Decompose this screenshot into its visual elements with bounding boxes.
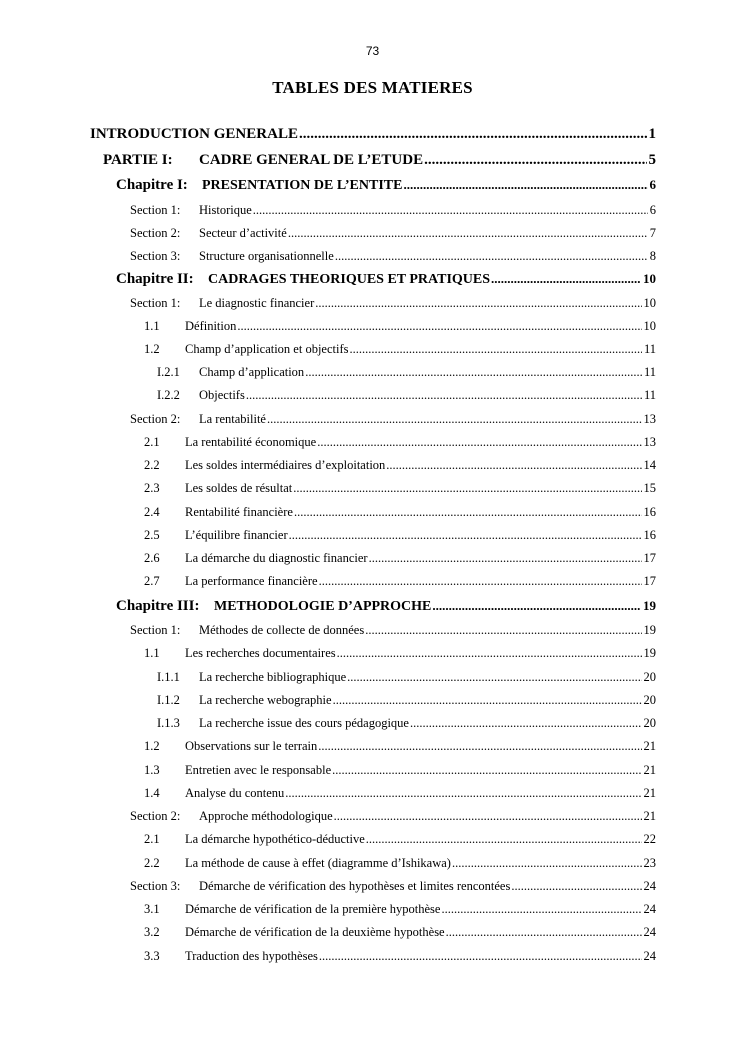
toc-entry-number: 3.3 <box>144 949 160 963</box>
toc-entry-section[interactable] <box>130 203 656 218</box>
toc-entry-text: PRESENTATION DE L’ENTITE <box>202 178 403 193</box>
toc-leader-dots <box>432 598 641 614</box>
toc-entry-number: PARTIE I: <box>103 152 173 168</box>
toc-entry-page: 21 <box>643 809 656 823</box>
toc-entry-number: Chapitre I: <box>116 177 188 193</box>
toc-entry-page: 17 <box>643 574 656 588</box>
toc-entry-text: La recherche bibliographique <box>199 670 347 684</box>
toc-entry-subsection[interactable] <box>144 435 656 450</box>
toc-entry-subsection[interactable] <box>144 856 656 871</box>
toc-entry-number: 1.1 <box>144 319 160 333</box>
toc-entry-page: 8 <box>649 249 656 263</box>
toc-entry-page: 1 <box>648 126 656 142</box>
toc-entry-section[interactable] <box>130 249 656 264</box>
toc-entry-text: Démarche de vérification des hypothèses et limites rencontées <box>199 879 511 893</box>
toc-entry-text: La rentabilité <box>199 412 266 426</box>
page-title: TABLES DES MATIERES <box>272 78 473 97</box>
toc-leader-dots <box>332 763 641 778</box>
toc-entry-number: I.1.1 <box>157 670 180 684</box>
toc-entry-text: Champ d’application <box>199 365 305 379</box>
toc-entry-page: 16 <box>643 528 656 542</box>
toc-leader-dots <box>441 902 641 917</box>
toc-leader-dots <box>410 716 642 731</box>
toc-entry-page: 19 <box>643 646 656 660</box>
toc-entry-text: Méthodes de collecte de données <box>199 623 365 637</box>
toc-entry-introduction[interactable] <box>90 126 656 143</box>
toc-leader-dots <box>337 646 642 661</box>
toc-leader-dots <box>253 203 648 218</box>
toc-entry-page: 24 <box>643 902 656 916</box>
toc-leader-dots <box>334 809 642 824</box>
toc-leader-dots <box>491 271 641 287</box>
toc-leader-dots <box>289 528 642 543</box>
toc-entry-number: 2.2 <box>144 856 160 870</box>
toc-entry-number: 3.2 <box>144 925 160 939</box>
toc-entry-chapter[interactable] <box>116 598 656 615</box>
toc-entry-text: La recherche issue des cours pédagogique <box>199 716 409 730</box>
toc-entry-text: Analyse du contenu <box>185 786 285 800</box>
toc-entry-number: Section 2: <box>130 412 181 426</box>
toc-entry-subsubsection[interactable] <box>157 670 656 685</box>
toc-entry-subsection[interactable] <box>144 763 656 778</box>
toc-leader-dots <box>315 296 641 311</box>
toc-leader-dots <box>511 879 641 894</box>
toc-leader-dots <box>366 832 642 847</box>
toc-entry-number: 2.1 <box>144 435 160 449</box>
toc-entry-page: 13 <box>643 412 656 426</box>
toc-entry-number: Section 2: <box>130 809 181 823</box>
toc-entry-number: 2.7 <box>144 574 160 588</box>
toc-entry-section[interactable] <box>130 226 656 241</box>
toc-entry-subsection[interactable] <box>144 458 656 473</box>
toc-entry-page: 17 <box>643 551 656 565</box>
toc-entry-section[interactable] <box>130 296 656 311</box>
toc-entry-page: 14 <box>643 458 656 472</box>
toc-entry-text: Champ d’application et objectifs <box>185 342 349 356</box>
toc-leader-dots <box>452 856 642 871</box>
toc-leader-dots <box>293 481 641 496</box>
toc-entry-page: 10 <box>643 296 656 310</box>
toc-entry-subsubsection[interactable] <box>157 693 656 708</box>
toc-entry-page: 21 <box>643 739 656 753</box>
toc-entry-page: 16 <box>643 505 656 519</box>
toc-entry-page: 22 <box>643 832 656 846</box>
toc-entry-text: Secteur d’activité <box>199 226 287 240</box>
toc-entry-page: 10 <box>643 319 656 333</box>
toc-leader-dots <box>369 551 642 566</box>
toc-entry-number: 1.2 <box>144 342 160 356</box>
toc-entry-subsubsection[interactable] <box>157 716 656 731</box>
toc-entry-subsection[interactable] <box>144 551 656 566</box>
toc-entry-text: Démarche de vérification de la deuxième hypothèse <box>185 925 445 939</box>
toc-leader-dots <box>403 177 647 193</box>
toc-entry-text: CADRAGES THEORIQUES ET PRATIQUES <box>208 272 491 287</box>
toc-entry-section[interactable] <box>130 623 656 638</box>
toc-entry-page: 20 <box>643 716 656 730</box>
toc-leader-dots <box>305 365 642 380</box>
toc-leader-dots <box>294 505 642 520</box>
toc-entry-number: 1.2 <box>144 739 160 753</box>
toc-entry-page: 20 <box>643 670 656 684</box>
toc-entry-number: Section 1: <box>130 203 181 217</box>
toc-entry-page: 11 <box>643 365 656 379</box>
toc-leader-dots <box>335 249 648 264</box>
toc-entry-number: 3.1 <box>144 902 160 916</box>
toc-entry-page: 6 <box>649 177 656 192</box>
toc-leader-dots <box>333 693 642 708</box>
toc-entry-page: 24 <box>643 949 656 963</box>
toc-leader-dots <box>319 574 642 589</box>
toc-leader-dots <box>350 342 642 357</box>
toc-entry-text: Structure organisationnelle <box>199 249 334 263</box>
toc-entry-text: La performance financière <box>185 574 318 588</box>
toc-entry-text: Le diagnostic financier <box>199 296 315 310</box>
toc-leader-dots <box>424 152 646 169</box>
toc-entry-subsection[interactable] <box>144 342 656 357</box>
toc-leader-dots <box>386 458 641 473</box>
toc-entry-page: 21 <box>643 763 656 777</box>
toc-entry-text: La démarche du diagnostic financier <box>185 551 368 565</box>
toc-entry-text: Rentabilité financière <box>185 505 293 519</box>
toc-entry-page: 5 <box>648 152 656 168</box>
toc-entry-number: Section 2: <box>130 226 181 240</box>
toc-leader-dots <box>267 412 642 427</box>
toc-entry-page: 24 <box>643 925 656 939</box>
toc-entry-number: 1.3 <box>144 763 160 777</box>
toc-entry-page: 19 <box>643 598 656 613</box>
toc-entry-text: Les soldes intermédiaires d’exploitation <box>185 458 386 472</box>
toc-entry-text: Objectifs <box>199 388 245 402</box>
toc-entry-subsection[interactable] <box>144 319 656 334</box>
toc-entry-text: CADRE GENERAL DE L’ETUDE <box>199 152 424 168</box>
toc-entry-subsubsection[interactable] <box>157 388 656 403</box>
toc-entry-number: 2.2 <box>144 458 160 472</box>
toc-entry-number: 1.4 <box>144 786 160 800</box>
toc-entry-page: 10 <box>643 271 656 286</box>
toc-entry-page: 23 <box>643 856 656 870</box>
toc-entry-chapter[interactable] <box>116 271 656 288</box>
toc-leader-dots <box>347 670 641 685</box>
toc-entry-subsection[interactable] <box>144 925 656 940</box>
toc-entry-section[interactable] <box>130 809 656 824</box>
toc-entry-text: Définition <box>185 319 237 333</box>
toc-entry-text: Les recherches documentaires <box>185 646 336 660</box>
toc-entry-number: 2.3 <box>144 481 160 495</box>
toc-entry-number: 2.4 <box>144 505 160 519</box>
toc-entry-page: 20 <box>643 693 656 707</box>
toc-entry-page: 19 <box>643 623 656 637</box>
toc-entry-subsection[interactable] <box>144 949 656 964</box>
toc-leader-dots <box>288 226 648 241</box>
toc-entry-page: 13 <box>643 435 656 449</box>
toc-leader-dots <box>299 126 647 143</box>
toc-leader-dots <box>319 949 642 964</box>
toc-entry-page: 21 <box>643 786 656 800</box>
toc-entry-text: La recherche webographie <box>199 693 332 707</box>
toc-entry-number: I.2.1 <box>157 365 180 379</box>
toc-entry-number: I.1.2 <box>157 693 180 707</box>
toc-entry-number: Section 1: <box>130 296 181 310</box>
toc-entry-text: Traduction des hypothèses <box>185 949 318 963</box>
toc-leader-dots <box>365 623 641 638</box>
toc-entry-text: L’équilibre financier <box>185 528 288 542</box>
page-number: 73 <box>365 44 380 58</box>
toc-entry-number: 2.1 <box>144 832 160 846</box>
toc-entry-number: I.1.3 <box>157 716 180 730</box>
toc-entry-page: 7 <box>649 226 656 240</box>
toc-entry-partie[interactable] <box>103 152 656 169</box>
toc-entry-text: La démarche hypothético-déductive <box>185 832 365 846</box>
toc-entry-text: La rentabilité économique <box>185 435 317 449</box>
toc-leader-dots <box>446 925 642 940</box>
toc-entry-subsection[interactable] <box>144 528 656 543</box>
toc-entry-number: Chapitre II: <box>116 271 194 287</box>
toc-entry-number: 2.6 <box>144 551 160 565</box>
toc-entry-section[interactable] <box>130 412 656 427</box>
toc-entry-subsection[interactable] <box>144 481 656 496</box>
toc-entry-subsection[interactable] <box>144 786 656 801</box>
toc-entry-page: 15 <box>643 481 656 495</box>
toc-leader-dots <box>317 435 641 450</box>
toc-entry-subsection[interactable] <box>144 646 656 661</box>
toc-leader-dots <box>237 319 641 334</box>
toc-entry-text: INTRODUCTION GENERALE <box>90 126 298 142</box>
toc-leader-dots <box>246 388 642 403</box>
toc-entry-number: I.2.2 <box>157 388 180 402</box>
toc-entry-chapter[interactable] <box>116 177 656 194</box>
toc-entry-number: Section 3: <box>130 879 181 893</box>
toc-entry-number: 1.1 <box>144 646 160 660</box>
toc-entry-text: Démarche de vérification de la première hypothèse <box>185 902 441 916</box>
toc-entry-text: Entretien avec le responsable <box>185 763 332 777</box>
toc-entry-page: 24 <box>643 879 656 893</box>
toc-entry-section[interactable] <box>130 879 656 894</box>
toc-leader-dots <box>318 739 641 754</box>
toc-entry-text: Approche méthodologique <box>199 809 333 823</box>
toc-entry-subsection[interactable] <box>144 574 656 589</box>
toc-entry-number: Section 1: <box>130 623 181 637</box>
toc-entry-subsection[interactable] <box>144 505 656 520</box>
toc-entry-text: Observations sur le terrain <box>185 739 318 753</box>
toc-entry-number: 2.5 <box>144 528 160 542</box>
toc-entry-text: La méthode de cause à effet (diagramme d’Ishikawa) <box>185 856 451 870</box>
toc-entry-page: 11 <box>643 388 656 402</box>
toc-entry-text: Les soldes de résultat <box>185 481 293 495</box>
toc-entry-text: METHODOLOGIE D’APPROCHE <box>214 599 432 614</box>
toc-entry-page: 6 <box>649 203 656 217</box>
toc-leader-dots <box>285 786 641 801</box>
toc-entry-subsection[interactable] <box>144 739 656 754</box>
toc-entry-text: Historique <box>199 203 252 217</box>
toc-entry-number: Section 3: <box>130 249 181 263</box>
toc-entry-number: Chapitre III: <box>116 598 200 614</box>
toc-entry-subsection[interactable] <box>144 902 656 917</box>
toc-entry-subsubsection[interactable] <box>157 365 656 380</box>
toc-entry-subsection[interactable] <box>144 832 656 847</box>
toc-entry-page: 11 <box>643 342 656 356</box>
